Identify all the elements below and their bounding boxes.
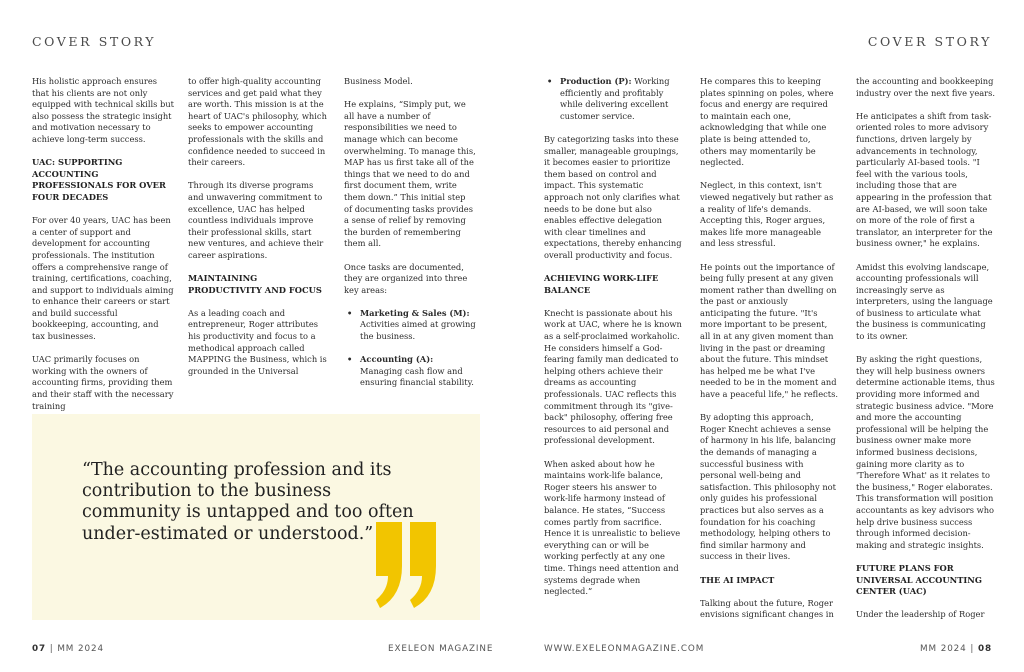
- paragraph: He explains, “Simply put, we all have a number of responsibilities we need to manage which can become overwhelming. To manage this, MAP has us first take all of the things that we need to do and first document them, write them down.” This initial step of documenting tasks provides a sense of relief by removing the burden of remembering them all.: [344, 99, 476, 249]
- bullet-label: Accounting (A):: [360, 354, 434, 365]
- issue-right: MM 2024: [920, 644, 967, 654]
- article-column-2: [188, 76, 330, 389]
- bullet-label: Marketing & Sales (M):: [360, 307, 470, 318]
- paragraph: He points out the importance of being fully present at any given moment rather than dwelling on the past or anxiously anticipating the future. "It's more important to be present, all in at any given moment than living in the past or dreaming about the future. This mindset has helped me be what I've needed to be in the moment and have a peaceful life," he reflects.: [700, 261, 839, 400]
- paragraph: He anticipates a shift from task-oriented roles to more advisory functions, driven largely by advancements in technology, particularly AI-based tools. "I feel with the various tools, including those that are appearing in the profession that are AI-based, we will soon take on more of the role of first a translator, an interpreter for the business owner," he explains.: [856, 110, 993, 249]
- footer-magazine-name: EXELEON MAGAZINE: [388, 644, 494, 654]
- quote-mark-right: [410, 522, 436, 608]
- subheading: MAINTAINING PRODUCTIVITY AND FOCUS: [188, 273, 322, 295]
- paragraph: the accounting and bookkeeping industry over the next five years.: [856, 76, 996, 98]
- bullet-text: Managing cash flow and ensuring financial stability.: [360, 365, 474, 388]
- paragraph: His holistic approach ensures that his clients are not only equipped with technical skills but also possess the strategic insight and motivation necessary to achieve long-term success.: [32, 76, 175, 144]
- article-column-1: [32, 76, 174, 424]
- article-column-4: [544, 76, 682, 609]
- page-number-left: 07: [32, 644, 47, 654]
- article-column-3: [344, 76, 476, 401]
- paragraph: Talking about the future, Roger envisions significant changes in: [700, 597, 834, 620]
- footer-left: 07 | MM 2024: [32, 644, 104, 654]
- footer-website-url[interactable]: WWW.EXELEONMAGAZINE.COM: [544, 644, 705, 654]
- paragraph: Through its diverse programs and unwavering commitment to excellence, UAC has helped countless individuals improve their professional skills, start new ventures, and achieve their career aspirations.: [188, 180, 324, 260]
- paragraph: Neglect, in this context, isn't viewed negatively but rather as a reality of life's demands. Accepting this, Roger argues, makes life more manageable and less stressful.: [700, 180, 834, 249]
- bullet-label: Production (P):: [560, 76, 632, 86]
- paragraph: By asking the right questions, they will help business owners determine actionable items, thus providing more informed and strategic business advice. "More and more the accounting professional will be helping the business owner make more informed business decisions, gaining more clarity as to 'Therefore What' as it relates to the business," Roger elaborates. This transformation will position accountants as key advisors who help drive business success through informed decision-making and strategic insights.: [856, 354, 995, 550]
- pull-quote-box: [32, 414, 480, 620]
- bullet-text: Activities aimed at growing the business.: [360, 319, 476, 342]
- article-column-5: [700, 76, 838, 633]
- paragraph: Once tasks are documented, they are organized into three key areas:: [344, 261, 468, 295]
- list-item: [544, 76, 682, 122]
- subheading: ACHIEVING WORK-LIFE BALANCE: [544, 273, 659, 295]
- paragraph: When asked about how he maintains work-life balance, Roger steers his answer to work-life harmony instead of balance. He states, “Success comes partly from sacrifice. Hence it is unrealistic to believe everything can or will be working perfectly at any one time. Things need attention and systems degrade when neglected.”: [544, 458, 681, 597]
- pull-quote-text: “The accounting profession and its contribution to the business community is untapped and too often under-estimated or understood.”: [82, 460, 414, 544]
- article-column-6: [856, 76, 996, 633]
- paragraph: By categorizing tasks into these smaller, manageable groupings, it becomes easier to prioritize them based on control and impact. This systematic approach not only clarifies what needs to be done but also enables effective delegation with clear timelines and expectations, thereby enhancing overall productivity and focus.: [544, 133, 682, 260]
- list-item: [344, 354, 476, 389]
- list-item: [344, 308, 476, 343]
- subheading: THE AI IMPACT: [700, 574, 775, 585]
- paragraph: By adopting this approach, Roger Knecht achieves a sense of harmony in his life, balancing the demands of managing a successful business with personal well-being and satisfaction. This philosophy not only guides his professional practices but also serves as a foundation for his coaching methodology, helping others to find similar harmony and success in their lives.: [700, 412, 837, 562]
- quote-mark-icon: [374, 520, 438, 610]
- paragraph: to offer high-quality accounting services and get paid what they are worth. This mission is at the heart of UAC's philosophy, which seeks to empower accounting professionals with the skills and confidence needed to succeed in their careers.: [188, 76, 327, 168]
- paragraph: Under the leadership of Roger: [856, 609, 985, 620]
- paragraph: As a leading coach and entrepreneur, Roger attributes his productivity and focus to a methodical approach called MAPPING the Business, which is grounded in the Universal: [188, 307, 327, 376]
- bullet-text: Working efficiently and profitably while delivering excellent customer service.: [560, 76, 670, 121]
- issue-left: MM 2024: [57, 644, 104, 654]
- paragraph: Business Model.: [344, 76, 413, 86]
- paragraph: He compares this to keeping plates spinning on poles, where focus and energy are required to maintain each one, acknowledging that while one plate is being attended to, others may momentarily be neglected.: [700, 76, 834, 168]
- section-header-right: COVER STORY: [867, 34, 992, 49]
- subheading: FUTURE PLANS FOR UNIVERSAL ACCOUNTING CENTER (UAC): [856, 562, 982, 597]
- paragraph: For over 40 years, UAC has been a center of support and development for accounting professionals. The institution offers a comprehensive range of training, certifications, coaching, and support to individuals aiming to enhance their careers or start and build successful bookkeeping, accounting, and tax businesses.: [32, 215, 174, 342]
- paragraph: Amidst this evolving landscape, accounting professionals will increasingly serve as interpreters, using the language of business to articulate what the business is communicating to its owner.: [856, 261, 993, 342]
- bullet-list: [544, 76, 682, 122]
- footer-right: MM 2024 | 08: [920, 644, 992, 654]
- page-number-right: 08: [977, 644, 992, 654]
- subheading: UAC: SUPPORTING ACCOUNTING PROFESSIONALS FOR OVER FOUR DECADES: [32, 157, 166, 202]
- quote-mark-left: [376, 522, 402, 608]
- paragraph: UAC primarily focuses on working with the owners of accounting firms, providing them and their staff with the necessary training: [32, 354, 174, 411]
- paragraph: Knecht is passionate about his work at UAC, where he is known as a self-proclaimed workaholic. He considers himself a God-fearing family man dedicated to helping others achieve their dreams as accounting professionals. UAC reflects this commitment through its "give-back" philosophy, offering free resources to aid personal and professional development.: [544, 307, 682, 446]
- bullet-list: [344, 308, 476, 389]
- section-header-left: COVER STORY: [32, 34, 157, 49]
